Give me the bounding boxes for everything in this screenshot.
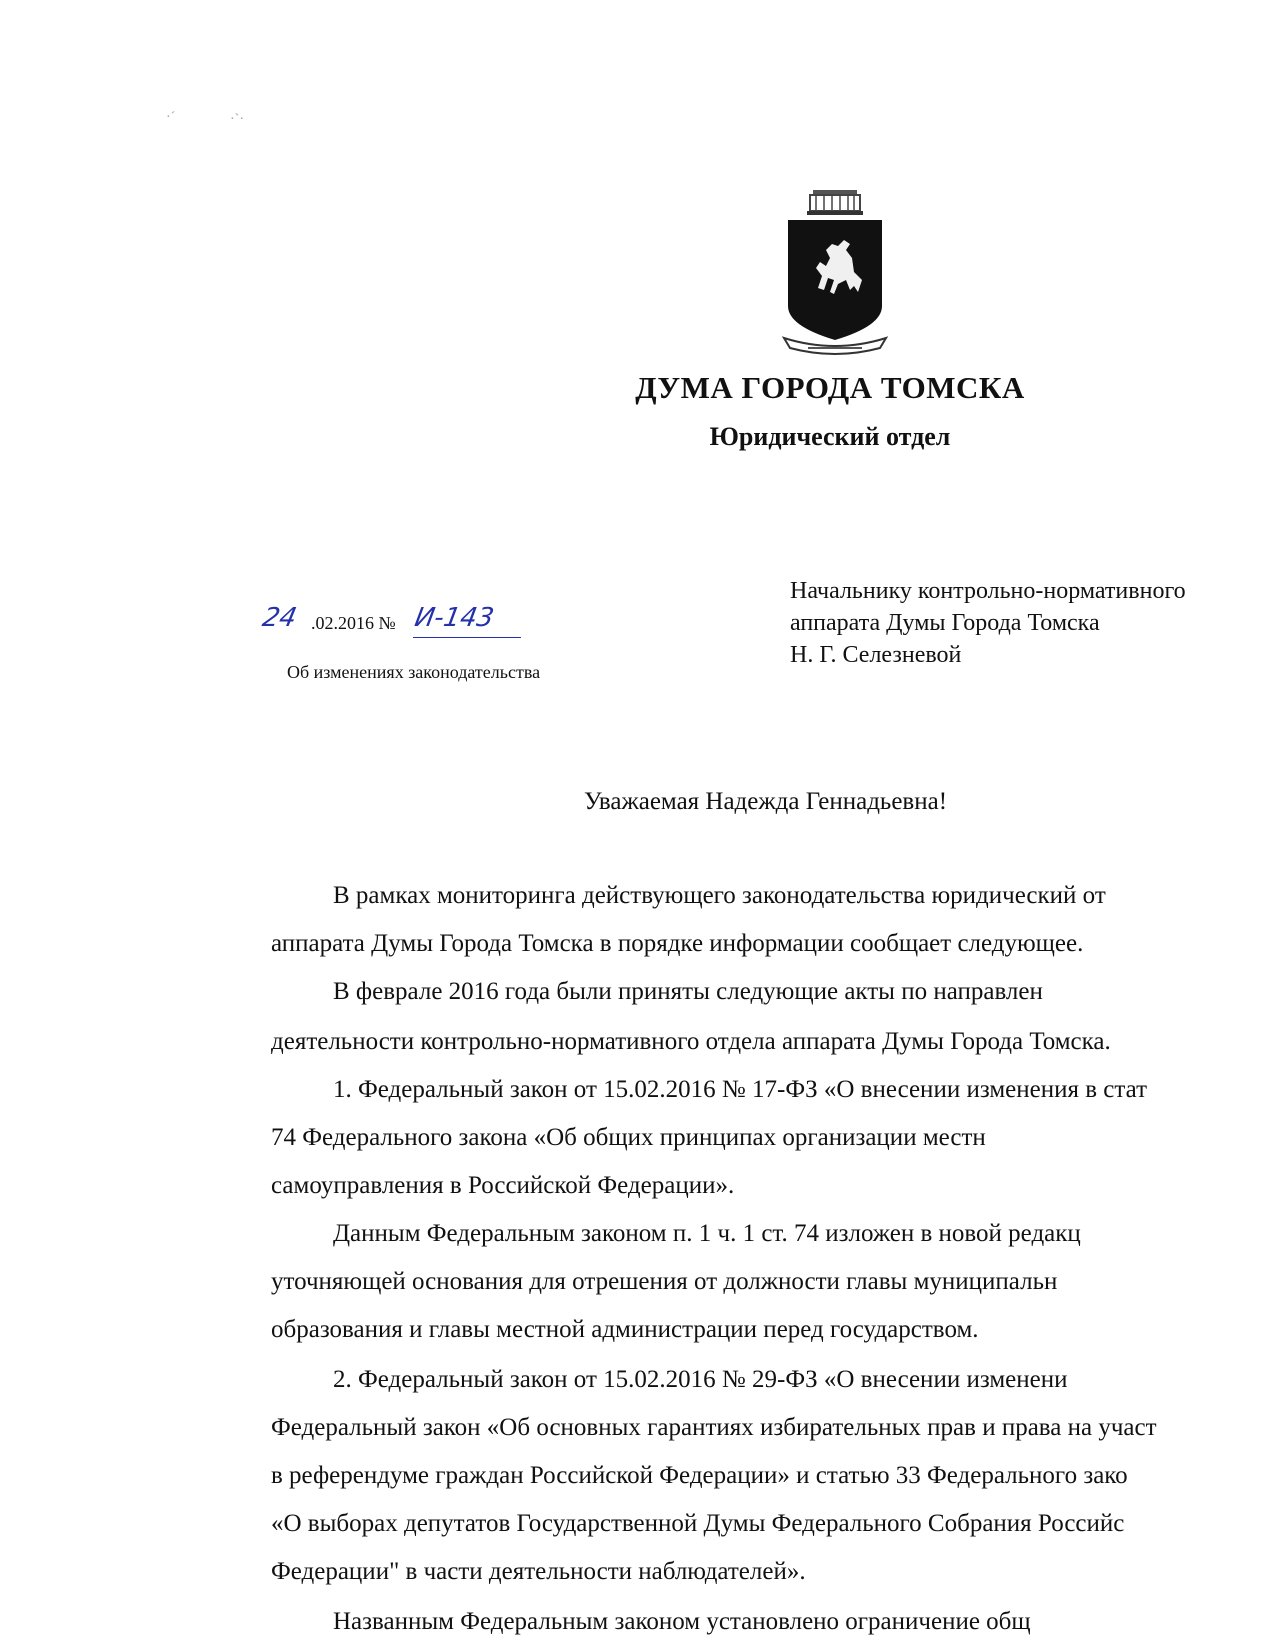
- handwritten-number: И-143: [412, 603, 497, 633]
- body-line: образования и главы местной администрации перед государством.: [271, 1316, 979, 1343]
- addressee-line: Начальнику контрольно-нормативного: [790, 578, 1186, 604]
- body-line: Федеральный закон «Об основных гарантиях избирательных прав и права на участ: [271, 1414, 1157, 1441]
- number-underline: [413, 637, 521, 638]
- body-line: уточняющей основания для отрешения от должности главы муниципальн: [271, 1268, 1058, 1295]
- body-line: в референдуме граждан Российской Федерации» и статью 33 Федерального зако: [271, 1462, 1128, 1489]
- body-line: Данным Федеральным законом п. 1 ч. 1 ст. 74 изложен в новой редакц: [333, 1220, 1081, 1247]
- body-line: 2. Федеральный закон от 15.02.2016 № 29-ФЗ «О внесении изменени: [333, 1366, 1068, 1393]
- body-line: Названным Федеральным законом установлено ограничение общ: [333, 1608, 1031, 1635]
- body-line: Федерации" в части деятельности наблюдателей».: [271, 1558, 806, 1585]
- addressee-line: Н. Г. Селезневой: [790, 642, 962, 668]
- scan-speck: ·ˊ: [166, 110, 176, 125]
- body-line: В феврале 2016 года были приняты следующие акты по направлен: [333, 978, 1043, 1005]
- handwritten-day: 24: [259, 603, 300, 633]
- body-line: 74 Федерального закона «Об общих принципах организации местн: [271, 1124, 986, 1151]
- body-line: самоуправления в Российской Федерации».: [271, 1172, 735, 1199]
- outgoing-reference: [259, 603, 553, 641]
- body-line: «О выборах депутатов Государственной Думы Федерального Собрания Российс: [271, 1510, 1125, 1537]
- body-line: 1. Федеральный закон от 15.02.2016 № 17-ФЗ «О внесении изменения в стат: [333, 1076, 1148, 1103]
- body-line: аппарата Думы Города Томска в порядке информации сообщает следующее.: [271, 930, 1084, 957]
- printed-date: .02.2016 №: [311, 613, 396, 633]
- body-line: деятельности контрольно-нормативного отдела аппарата Думы Города Томска.: [271, 1028, 1111, 1055]
- body-line: В рамках мониторинга действующего законодательства юридический от: [333, 882, 1106, 909]
- letter-subject: Об изменениях законодательства: [287, 662, 541, 682]
- coat-of-arms-icon: [780, 188, 890, 358]
- department-name: Юридический отдел: [709, 422, 951, 451]
- greeting: Уважаемая Надежда Геннадьевна!: [584, 788, 948, 815]
- organization-name: ДУМА ГОРОДА ТОМСКА: [635, 370, 1025, 405]
- scan-speck: ·ˋ·: [230, 112, 244, 127]
- addressee-block: [790, 575, 1186, 671]
- addressee-line: аппарата Думы Города Томска: [790, 610, 1100, 636]
